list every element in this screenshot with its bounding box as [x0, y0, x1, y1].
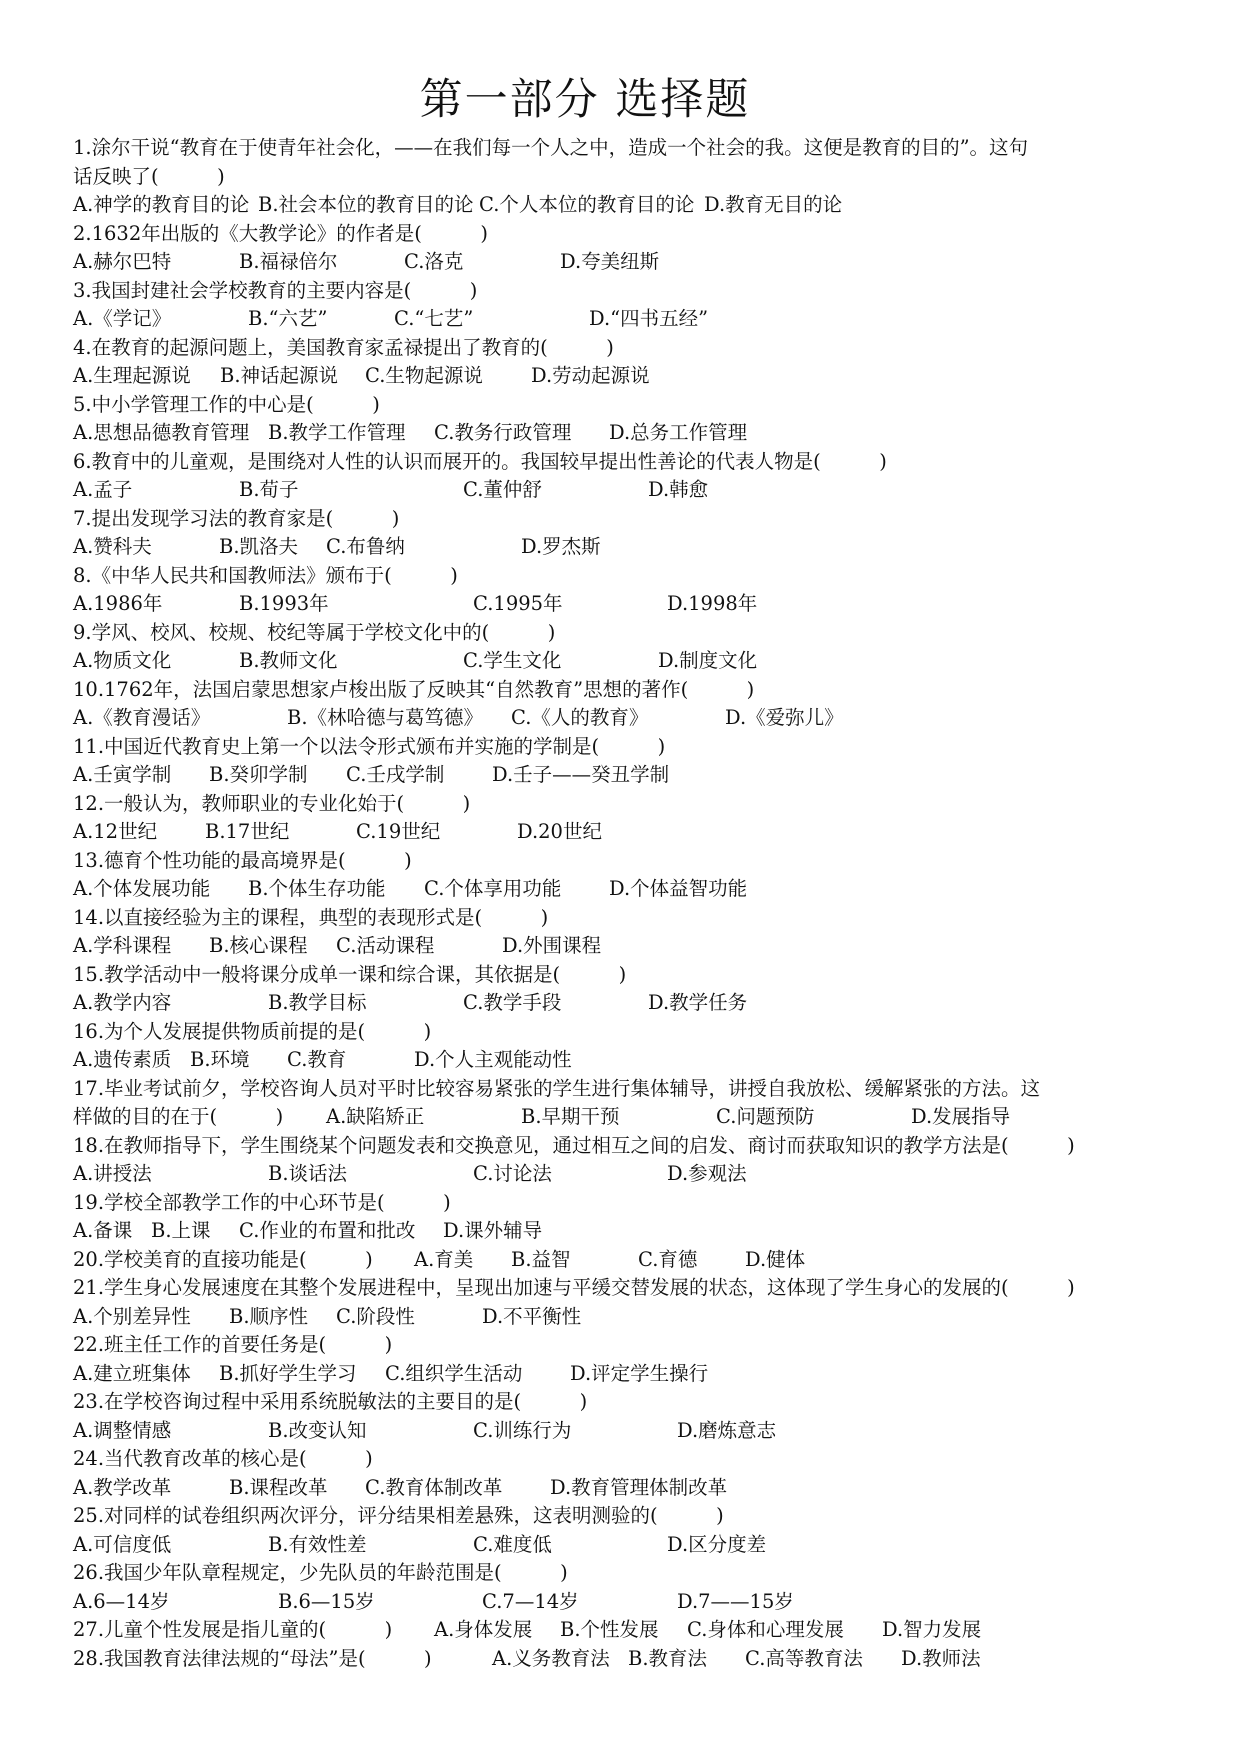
question-28-option-a: A.义务教育法 [492, 1646, 610, 1670]
question-11-option-a: A.壬寅学制 [73, 763, 172, 786]
question-28-option-b: B.教育法 [628, 1646, 708, 1670]
question-7-stem: 7.提出发现学习法的教育家是( ) [73, 506, 400, 530]
question-18-option-d: D.参观法 [667, 1162, 747, 1185]
question-13-stem: 13.德育个性功能的最高境界是( ) [73, 848, 412, 872]
question-11-option-c: C.壬戌学制 [346, 763, 445, 786]
question-24-option-d: D.教育管理体制改革 [550, 1475, 728, 1499]
question-21-options [73, 1303, 1188, 1332]
question-8-option-d: D.1998年 [667, 592, 758, 615]
question-24-stem: 24.当代教育改革的核心是( ) [73, 1447, 373, 1470]
question-9-stem: 9.学风、校风、校规、校纪等属于学校文化中的( ) [73, 620, 556, 644]
question-2-option-c: C.洛克 [404, 250, 464, 273]
question-25-option-c: C.难度低 [473, 1532, 552, 1556]
question-6-option-a: A.孟子 [73, 478, 133, 501]
question-10-option-d: D.《爱弥儿》 [725, 706, 844, 729]
question-25-stem: 25.对同样的试卷组织两次评分，评分结果相差悬殊，这表明测验的( ) [73, 1504, 724, 1527]
question-19-option-b: B.上课 [151, 1219, 211, 1242]
question-8-option-a: A.1986年 [73, 592, 163, 615]
question-22-options [73, 1360, 1188, 1389]
question-1-option-b: B.社会本位的教育目的论 [258, 193, 474, 216]
question-18-option-c: C.讨论法 [473, 1162, 552, 1185]
question-26-option-b: B.6—15岁 [278, 1589, 375, 1613]
question-13-option-a: A.个体发展功能 [73, 877, 211, 900]
page-title: 第一部分 选择题 [419, 75, 751, 125]
question-17-stem-line-1: 17.毕业考试前夕，学校咨询人员对平时比较容易紧张的学生进行集体辅导，讲授自我放松、缓解紧张的方法。这 [73, 1076, 1041, 1100]
question-22-option-c: C.组织学生活动 [385, 1361, 523, 1385]
question-21-option-a: A.个别差异性 [73, 1304, 191, 1328]
question-9-option-b: B.教师文化 [239, 649, 338, 672]
question-14-option-c: C.活动课程 [336, 934, 435, 957]
question-20-option-a: A.育美 [414, 1247, 474, 1271]
question-10-option-a: A.《教育漫话》 [73, 706, 211, 729]
question-3-option-c: C.“七艺” [394, 307, 474, 330]
question-28-option-d: D.教师法 [901, 1646, 981, 1670]
question-20-line [73, 1246, 1188, 1275]
question-27-option-d: D.智力发展 [882, 1618, 982, 1641]
question-27-option-a: A.身体发展 [434, 1618, 533, 1641]
question-10-option-c: C.《人的教育》 [511, 706, 649, 729]
question-18-option-b: B.谈话法 [268, 1162, 348, 1185]
question-22-option-d: D.评定学生操行 [570, 1361, 709, 1385]
question-13-option-c: C.个体享用功能 [424, 877, 562, 900]
question-14-option-a: A.学科课程 [73, 934, 172, 957]
question-2-option-b: B.福禄倍尔 [239, 250, 338, 273]
question-8-option-c: C.1995年 [473, 592, 563, 615]
question-4-option-c: C.生物起源说 [365, 364, 483, 387]
question-1-option-d: D.教育无目的论 [704, 193, 843, 216]
question-18-stem: 18.在教师指导下，学生围绕某个问题发表和交换意见，通过相互之间的启发、商讨而获取知识的教学方法是( ) [73, 1133, 1075, 1157]
question-27-option-b: B.个性发展 [560, 1618, 659, 1641]
question-12-option-a: A.12世纪 [73, 820, 158, 843]
question-12-option-d: D.20世纪 [517, 820, 602, 843]
question-17-stem-tail: 样做的目的在于( ) [73, 1105, 284, 1128]
question-6-option-c: C.董仲舒 [463, 478, 542, 501]
question-4-option-a: A.生理起源说 [73, 364, 191, 387]
question-20-option-d: D.健体 [745, 1247, 806, 1271]
question-12-option-c: C.19世纪 [356, 820, 441, 843]
question-11-stem: 11.中国近代教育史上第一个以法令形式颁布并实施的学制是( ) [73, 734, 666, 758]
question-3-option-a: A.《学记》 [73, 307, 172, 330]
question-16-option-a: A.遗传素质 [73, 1048, 172, 1071]
question-6-option-d: D.韩愈 [648, 478, 709, 501]
question-7-option-c: C.布鲁纳 [326, 535, 405, 558]
question-23-option-d: D.磨炼意志 [677, 1418, 777, 1442]
question-15-option-b: B.教学目标 [268, 991, 367, 1014]
question-16-option-d: D.个人主观能动性 [414, 1048, 572, 1071]
question-12-stem: 12.一般认为，教师职业的专业化始于( ) [73, 791, 471, 815]
question-4-option-b: B.神话起源说 [220, 364, 339, 387]
question-15-option-d: D.教学任务 [648, 991, 748, 1014]
question-9-option-c: C.学生文化 [463, 649, 562, 672]
question-11-option-b: B.癸卯学制 [209, 763, 308, 786]
question-25-options [73, 1531, 1188, 1560]
question-3-stem: 3.我国封建社会学校教育的主要内容是( ) [73, 278, 478, 302]
question-15-stem: 15.教学活动中一般将课分成单一课和综合课，其依据是( ) [73, 962, 627, 986]
question-23-option-b: B.改变认知 [268, 1418, 367, 1442]
question-19-option-d: D.课外辅导 [443, 1219, 543, 1242]
question-17-stem-line-2 [73, 1103, 1188, 1132]
question-22-option-b: B.抓好学生学习 [219, 1361, 357, 1385]
question-7-option-d: D.罗杰斯 [521, 535, 601, 558]
question-4-option-d: D.劳动起源说 [531, 364, 650, 387]
question-21-option-b: B.顺序性 [229, 1304, 309, 1328]
question-8-option-b: B.1993年 [239, 592, 329, 615]
question-21-option-c: C.阶段性 [336, 1304, 415, 1328]
question-27-option-c: C.身体和心理发展 [687, 1618, 844, 1641]
question-26-stem: 26.我国少年队章程规定，少先队员的年龄范围是( ) [73, 1561, 568, 1584]
question-17-option-d: D.发展指导 [911, 1105, 1011, 1128]
question-10-options [73, 704, 1188, 733]
question-24-options [73, 1474, 1188, 1503]
question-7-options [73, 533, 1188, 562]
question-20-option-c: C.育德 [638, 1247, 698, 1271]
question-2-options [73, 248, 1188, 277]
question-12-options [73, 818, 1188, 847]
question-12-option-b: B.17世纪 [205, 820, 290, 843]
question-25-option-d: D.区分度差 [667, 1532, 767, 1556]
question-21-option-d: D.不平衡性 [482, 1304, 582, 1328]
question-1-options [73, 191, 1188, 220]
question-19-option-a: A.备课 [73, 1219, 133, 1242]
question-14-option-b: B.核心课程 [209, 934, 308, 957]
question-17-option-a: A.缺陷矫正 [326, 1105, 425, 1128]
question-14-options [73, 932, 1188, 961]
question-16-option-c: C.教育 [287, 1048, 347, 1071]
question-25-option-b: B.有效性差 [268, 1532, 367, 1556]
question-8-options [73, 590, 1188, 619]
question-10-option-b: B.《林哈德与葛笃德》 [287, 706, 484, 729]
question-10-stem: 10.1762年，法国启蒙思想家卢梭出版了反映其“自然教育”思想的著作( ) [73, 677, 755, 701]
question-26-option-c: C.7—14岁 [482, 1589, 579, 1613]
question-13-option-d: D.个体益智功能 [609, 877, 748, 900]
question-28-stem: 28.我国教育法律法规的“母法”是( ) [73, 1646, 432, 1670]
question-20-option-b: B.益智 [511, 1247, 571, 1271]
question-16-stem: 16.为个人发展提供物质前提的是( ) [73, 1019, 432, 1043]
question-3-option-d: D.“四书五经” [589, 307, 709, 330]
question-13-option-b: B.个体生存功能 [248, 877, 386, 900]
question-26-option-d: D.7——15岁 [677, 1589, 794, 1613]
question-19-stem: 19.学校全部教学工作的中心环节是( ) [73, 1190, 451, 1214]
question-27-line [73, 1616, 1188, 1645]
question-9-option-d: D.制度文化 [658, 649, 758, 672]
question-6-options [73, 476, 1188, 505]
question-27-stem: 27.儿童个性发展是指儿童的( ) [73, 1618, 393, 1641]
question-24-option-b: B.课程改革 [229, 1475, 328, 1499]
question-1-stem-line-2: 话反映了( ) [73, 164, 225, 188]
question-2-option-d: D.夸美纽斯 [560, 250, 660, 273]
question-5-options [73, 419, 1188, 448]
question-16-option-b: B.环境 [190, 1048, 250, 1071]
question-26-option-a: A.6—14岁 [73, 1589, 170, 1613]
question-9-options [73, 647, 1188, 676]
question-4-stem: 4.在教育的起源问题上，美国教育家孟禄提出了教育的( ) [73, 335, 614, 359]
question-11-option-d: D.壬子——癸丑学制 [492, 763, 670, 786]
question-1-stem-line-1: 1.涂尔干说“教育在于使青年社会化，——在我们每一个人之中，造成一个社会的我。这便是教育的目的”。这句 [73, 136, 1029, 159]
question-11-options [73, 761, 1188, 790]
question-8-stem: 8.《中华人民共和国教师法》颁布于( ) [73, 563, 458, 587]
question-6-stem: 6.教育中的儿童观，是围绕对人性的认识而展开的。我国较早提出性善论的代表人物是( ) [73, 449, 887, 473]
question-23-stem: 23.在学校咨询过程中采用系统脱敏法的主要目的是( ) [73, 1390, 588, 1413]
question-14-stem: 14.以直接经验为主的课程，典型的表现形式是( ) [73, 905, 549, 929]
question-18-options [73, 1160, 1188, 1189]
question-19-option-c: C.作业的布置和批改 [239, 1219, 416, 1242]
question-4-options [73, 362, 1188, 391]
question-6-option-b: B.荀子 [239, 478, 299, 501]
question-24-option-a: A.教学改革 [73, 1475, 172, 1499]
question-2-stem: 2.1632年出版的《大教学论》的作者是( ) [73, 221, 488, 245]
question-1-option-c: C.个人本位的教育目的论 [479, 193, 695, 216]
question-7-option-b: B.凯洛夫 [219, 535, 299, 558]
question-25-option-a: A.可信度低 [73, 1532, 172, 1556]
question-24-option-c: C.教育体制改革 [365, 1475, 503, 1499]
question-23-option-c: C.训练行为 [473, 1418, 572, 1442]
question-26-options [73, 1588, 1188, 1617]
question-7-option-a: A.赞科夫 [73, 535, 152, 558]
question-5-option-d: D.总务工作管理 [609, 421, 748, 444]
question-21-stem: 21.学生身心发展速度在其整个发展进程中，呈现出加速与平缓交替发展的状态，这体现了学生身心的发展的( ) [73, 1276, 1075, 1299]
question-28-line [73, 1645, 1188, 1674]
question-13-options [73, 875, 1188, 904]
question-15-options [73, 989, 1188, 1018]
question-5-option-a: A.思想品德教育管理 [73, 421, 250, 444]
question-14-option-d: D.外围课程 [502, 934, 602, 957]
question-23-options [73, 1417, 1188, 1446]
question-22-option-a: A.建立班集体 [73, 1361, 191, 1385]
question-20-stem: 20.学校美育的直接功能是( ) [73, 1247, 373, 1271]
question-3-options [73, 305, 1188, 334]
question-16-options [73, 1046, 1188, 1075]
question-15-option-c: C.教学手段 [463, 991, 562, 1014]
question-17-option-b: B.早期干预 [521, 1105, 620, 1128]
question-5-option-b: B.教学工作管理 [268, 421, 406, 444]
question-1-option-a: A.神学的教育目的论 [73, 193, 250, 216]
question-17-option-c: C.问题预防 [716, 1105, 815, 1128]
question-3-option-b: B.“六艺” [248, 307, 328, 330]
question-22-stem: 22.班主任工作的首要任务是( ) [73, 1333, 393, 1356]
question-5-option-c: C.教务行政管理 [434, 421, 572, 444]
question-list [73, 134, 1188, 1673]
question-2-option-a: A.赫尔巴特 [73, 250, 172, 273]
question-23-option-a: A.调整情感 [73, 1418, 172, 1442]
question-5-stem: 5.中小学管理工作的中心是( ) [73, 392, 380, 416]
question-19-options [73, 1217, 1188, 1246]
question-9-option-a: A.物质文化 [73, 649, 172, 672]
question-18-option-a: A.讲授法 [73, 1162, 152, 1185]
question-15-option-a: A.教学内容 [73, 991, 172, 1014]
question-28-option-c: C.高等教育法 [745, 1646, 863, 1670]
